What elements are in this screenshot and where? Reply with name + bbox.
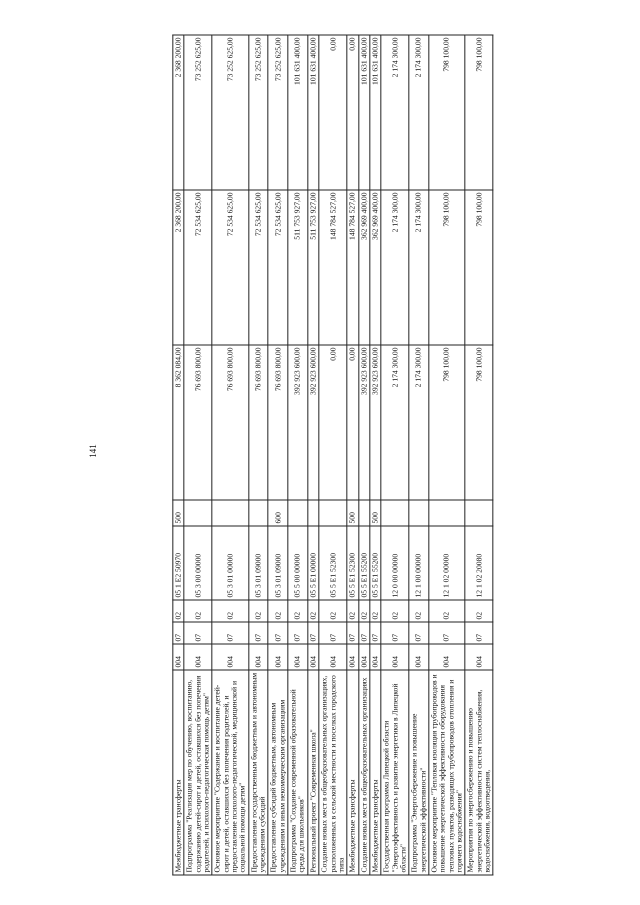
grbs-code-cell: 004 <box>409 644 429 670</box>
section-code-cell: 07 <box>212 622 248 644</box>
amount-year1-cell: 392 923 600,00 <box>308 345 319 500</box>
subsection-code-cell: 02 <box>358 600 369 622</box>
amount-year3-cell: 101 631 400,00 <box>370 35 381 190</box>
expense-type-cell: 500 <box>173 500 184 526</box>
section-code-cell: 07 <box>249 622 269 644</box>
target-article-cell: 05 3 01 09000 <box>249 526 269 600</box>
expense-type-cell: 500 <box>347 500 358 526</box>
section-code-cell: 07 <box>409 622 429 644</box>
amount-year2-cell: 72 534 625,00 <box>268 190 288 345</box>
subsection-code-cell: 02 <box>173 600 184 622</box>
row-name-cell: Создание новых мест в общеобразовательных организациях <box>358 670 369 875</box>
amount-year1-cell: 2 174 300,00 <box>381 345 409 500</box>
amount-year1-cell: 0,00 <box>347 345 358 500</box>
target-article-cell: 05 3 01 00000 <box>212 526 248 600</box>
grbs-code-cell: 004 <box>347 644 358 670</box>
row-name-cell: Создание новых мест в общеобразовательных организациях, расположенных в сельской местности и поселках городского типа <box>319 670 347 875</box>
amount-year3-cell: 798 100,00 <box>429 35 465 190</box>
table-row <box>381 35 409 875</box>
subsection-code-cell: 02 <box>249 600 269 622</box>
expense-type-cell <box>358 500 369 526</box>
subsection-code-cell: 02 <box>347 600 358 622</box>
row-name-cell: Основное мероприятие "Тепловая изоляция трубопроводов и повышение энергетической эффективности оборудования тепловых пунктов, разводящих трубопроводов отопления и горячего водоснабжения" <box>429 670 465 875</box>
amount-year1-cell: 392 923 600,00 <box>358 345 369 500</box>
amount-year1-cell: 76 693 800,00 <box>249 345 269 500</box>
grbs-code-cell: 004 <box>173 644 184 670</box>
target-article-cell: 12 0 00 00000 <box>381 526 409 600</box>
amount-year3-cell: 73 252 625,00 <box>268 35 288 190</box>
amount-year1-cell: 76 693 800,00 <box>184 345 212 500</box>
amount-year3-cell: 73 252 625,00 <box>212 35 248 190</box>
section-code-cell: 07 <box>184 622 212 644</box>
target-article-cell: 12 1 02 00000 <box>429 526 465 600</box>
row-name-cell: Подпрограмма "Энергосбережение и повышение энергетической эффективности" <box>409 670 429 875</box>
target-article-cell: 05 5 E1 00000 <box>308 526 319 600</box>
subsection-code-cell: 02 <box>268 600 288 622</box>
amount-year3-cell: 101 631 400,00 <box>288 35 308 190</box>
amount-year2-cell: 72 534 625,00 <box>184 190 212 345</box>
table-row <box>249 35 269 875</box>
target-article-cell: 05 5 E1 55200 <box>370 526 381 600</box>
subsection-code-cell: 02 <box>184 600 212 622</box>
page-number: 141 <box>88 444 98 458</box>
target-article-cell: 12 1 00 00000 <box>409 526 429 600</box>
table-row <box>409 35 429 875</box>
row-name-cell: Предоставление субсидий бюджетным, автономным учреждениям и иным некоммерческим организациям <box>268 670 288 875</box>
table-row <box>465 35 493 875</box>
amount-year1-cell: 0,00 <box>319 345 347 500</box>
table-row <box>370 35 381 875</box>
amount-year2-cell: 148 784 527,00 <box>319 190 347 345</box>
amount-year2-cell: 798 100,00 <box>429 190 465 345</box>
expense-type-cell <box>429 500 465 526</box>
amount-year1-cell: 76 693 800,00 <box>268 345 288 500</box>
row-name-cell: Мероприятия по энергосбережению и повышению энергетической эффективности систем теплоснабжения, водоснабжения, водоотведения, <box>465 670 493 875</box>
table-row <box>319 35 347 875</box>
subsection-code-cell: 02 <box>319 600 347 622</box>
table-row <box>347 35 358 875</box>
expense-type-cell <box>409 500 429 526</box>
expense-type-cell: 600 <box>268 500 288 526</box>
row-name-cell: Межбюджетные трансферты <box>173 670 184 875</box>
section-code-cell: 07 <box>173 622 184 644</box>
row-name-cell: Предоставление государственным бюджетным и автономным учреждениям субсидий <box>249 670 269 875</box>
budget-table <box>172 35 493 876</box>
grbs-code-cell: 004 <box>212 644 248 670</box>
expense-type-cell <box>381 500 409 526</box>
amount-year3-cell: 0,00 <box>347 35 358 190</box>
table-row <box>308 35 319 875</box>
target-article-cell: 05 5 E1 52300 <box>347 526 358 600</box>
section-code-cell: 07 <box>381 622 409 644</box>
amount-year1-cell: 8 362 084,00 <box>173 345 184 500</box>
amount-year3-cell: 73 252 625,00 <box>249 35 269 190</box>
grbs-code-cell: 004 <box>288 644 308 670</box>
target-article-cell: 05 5 E1 55200 <box>358 526 369 600</box>
amount-year2-cell: 148 784 527,00 <box>347 190 358 345</box>
row-name-cell: Государственная программа Липецкой области "Энергоэффективность и развитие энергетики в Липецкой области" <box>381 670 409 875</box>
expense-type-cell <box>184 500 212 526</box>
table-body <box>173 35 493 875</box>
row-name-cell: Основное мероприятие "Содержание и воспитание детей-сирот и детей, оставшихся без попечения родителей, и предоставление психолого-педагогической, медицинской и социальной помощи детям" <box>212 670 248 875</box>
subsection-code-cell: 02 <box>465 600 493 622</box>
grbs-code-cell: 004 <box>184 644 212 670</box>
amount-year2-cell: 511 753 927,00 <box>308 190 319 345</box>
expense-type-cell <box>288 500 308 526</box>
amount-year1-cell: 798 100,00 <box>465 345 493 500</box>
section-code-cell: 07 <box>429 622 465 644</box>
expense-type-cell <box>308 500 319 526</box>
table-row <box>173 35 184 875</box>
expense-type-cell <box>319 500 347 526</box>
grbs-code-cell: 004 <box>465 644 493 670</box>
table-row <box>212 35 248 875</box>
amount-year3-cell: 2 174 300,00 <box>381 35 409 190</box>
grbs-code-cell: 004 <box>381 644 409 670</box>
grbs-code-cell: 004 <box>308 644 319 670</box>
amount-year3-cell: 73 252 625,00 <box>184 35 212 190</box>
amount-year3-cell: 798 100,00 <box>465 35 493 190</box>
expense-type-cell: 500 <box>370 500 381 526</box>
amount-year3-cell: 0,00 <box>319 35 347 190</box>
table-row <box>288 35 308 875</box>
subsection-code-cell: 02 <box>308 600 319 622</box>
amount-year1-cell: 2 174 300,00 <box>409 345 429 500</box>
amount-year2-cell: 362 969 400,00 <box>370 190 381 345</box>
amount-year2-cell: 2 368 200,00 <box>173 190 184 345</box>
amount-year3-cell: 101 631 400,00 <box>358 35 369 190</box>
section-code-cell: 07 <box>308 622 319 644</box>
row-name-cell: Подпрограмма "Реализация мер по обучению, воспитанию, содержанию детей-сирот и детей, оставшихся без попечения родителей, и психолого-педагогическая помощь детям" <box>184 670 212 875</box>
amount-year2-cell: 2 174 300,00 <box>409 190 429 345</box>
target-article-cell: 12 1 02 20080 <box>465 526 493 600</box>
row-name-cell: Региональный проект "Современная школа" <box>308 670 319 875</box>
table-row <box>268 35 288 875</box>
row-name-cell: Межбюджетные трансферты <box>347 670 358 875</box>
grbs-code-cell: 004 <box>319 644 347 670</box>
target-article-cell: 05 3 00 00000 <box>184 526 212 600</box>
table-row <box>429 35 465 875</box>
grbs-code-cell: 004 <box>268 644 288 670</box>
subsection-code-cell: 02 <box>288 600 308 622</box>
amount-year1-cell: 392 923 600,00 <box>370 345 381 500</box>
section-code-cell: 07 <box>319 622 347 644</box>
section-code-cell: 07 <box>358 622 369 644</box>
grbs-code-cell: 004 <box>429 644 465 670</box>
grbs-code-cell: 004 <box>358 644 369 670</box>
table-row <box>358 35 369 875</box>
amount-year2-cell: 72 534 625,00 <box>249 190 269 345</box>
row-name-cell: Межбюджетные трансферты <box>370 670 381 875</box>
section-code-cell: 07 <box>288 622 308 644</box>
target-article-cell: 05 5 00 00000 <box>288 526 308 600</box>
table-row <box>184 35 212 875</box>
amount-year2-cell: 2 174 300,00 <box>381 190 409 345</box>
expense-type-cell <box>249 500 269 526</box>
target-article-cell: 05 3 01 09000 <box>268 526 288 600</box>
subsection-code-cell: 02 <box>429 600 465 622</box>
subsection-code-cell: 02 <box>370 600 381 622</box>
amount-year3-cell: 101 631 400,00 <box>308 35 319 190</box>
section-code-cell: 07 <box>268 622 288 644</box>
subsection-code-cell: 02 <box>381 600 409 622</box>
section-code-cell: 07 <box>370 622 381 644</box>
grbs-code-cell: 004 <box>249 644 269 670</box>
grbs-code-cell: 004 <box>370 644 381 670</box>
subsection-code-cell: 02 <box>409 600 429 622</box>
amount-year2-cell: 362 969 400,00 <box>358 190 369 345</box>
target-article-cell: 05 1 E2 50970 <box>173 526 184 600</box>
section-code-cell: 07 <box>465 622 493 644</box>
amount-year1-cell: 76 693 800,00 <box>212 345 248 500</box>
row-name-cell: Подпрограмма "Создание современной образовательной среды для школьников" <box>288 670 308 875</box>
expense-type-cell <box>465 500 493 526</box>
expense-type-cell <box>212 500 248 526</box>
amount-year3-cell: 2 174 300,00 <box>409 35 429 190</box>
subsection-code-cell: 02 <box>212 600 248 622</box>
section-code-cell: 07 <box>347 622 358 644</box>
amount-year1-cell: 392 923 600,00 <box>288 345 308 500</box>
amount-year2-cell: 511 753 927,00 <box>288 190 308 345</box>
amount-year2-cell: 72 534 625,00 <box>212 190 248 345</box>
amount-year1-cell: 798 100,00 <box>429 345 465 500</box>
amount-year2-cell: 798 100,00 <box>465 190 493 345</box>
target-article-cell: 05 5 E1 52300 <box>319 526 347 600</box>
amount-year3-cell: 2 368 200,00 <box>173 35 184 190</box>
